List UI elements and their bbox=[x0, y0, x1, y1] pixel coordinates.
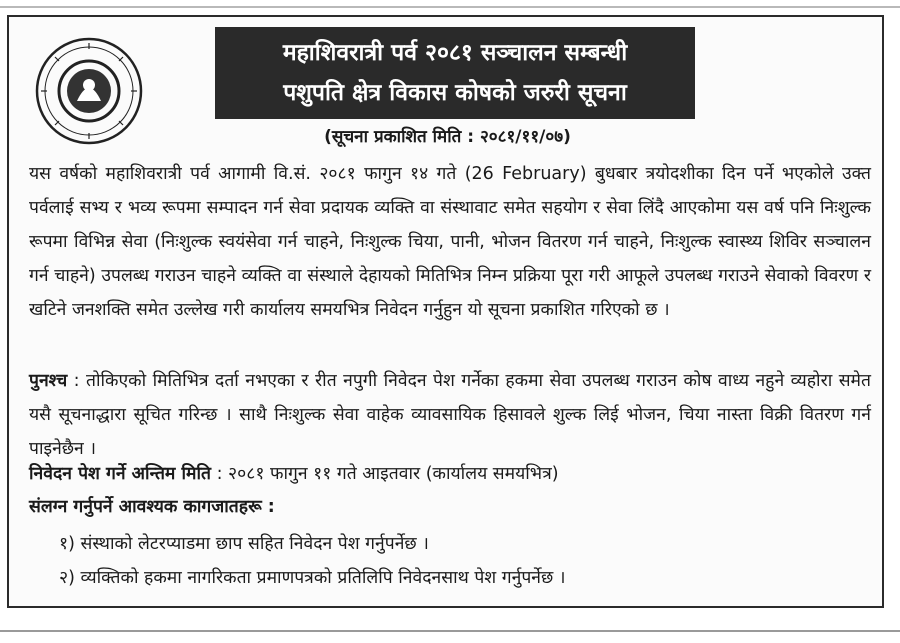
deadline-label: निवेदन पेश गर्ने अन्तिम मिति bbox=[29, 464, 211, 484]
notice-title-line-2: पशुपति क्षेत्र विकास कोषको जरुरी सूचना bbox=[283, 80, 627, 106]
required-documents-list bbox=[59, 527, 565, 595]
top-rule bbox=[0, 6, 900, 8]
required-documents-heading: संलग्न गर्नुपर्ने आवश्यक कागजातहरू : bbox=[29, 497, 275, 517]
list-item: १) संस्थाको लेटरप्याडमा छाप सहित निवेदन पेश गर्नुपर्नेछ । bbox=[59, 534, 429, 554]
postscript-paragraph bbox=[29, 364, 871, 466]
list-item: २) व्यक्तिको हकमा नागरिकता प्रमाणपत्रको प्रतिलिपि निवेदनसाथ पेश गर्नुपर्नेछ । bbox=[59, 568, 566, 588]
notice-box bbox=[7, 15, 884, 608]
deadline-value: : २०८१ फागुन ११ गते आइतवार (कार्यालय समयभित्र) bbox=[211, 464, 559, 484]
main-paragraph: यस वर्षको महाशिवरात्री पर्व आगामी वि.सं. २०८१ फागुन १४ गते (26 February) बुधबार त्रयोदशीका दिन पर्ने भएकोले उक्त पर्वलाई सभ्य र भव्य रूपमा सम्पादन गर्न सेवा प्रदायक व्यक्ति वा संस्थावाट समेत सहयोग र सेवा लिंदै आएकोमा यस वर्ष पनि निःशुल्क रूपमा विभिन्न सेवा (निःशुल्क स्वयंसेवा गर्न चाहने, निःशुल्क चिया, पानी, भोजन वितरण गर्न चाहने, निःशुल्क स्वास्थ्य शिविर सञ्चालन गर्न चाहने) उपलब्ध गराउन चाहने व्यक्ति वा संस्थाले देहायको मितिभित्र निम्न प्रक्रिया पूरा गरी आफूले उपलब्ध गराउने सेवाको विवरण र खटिने जनशक्ति समेत उल्लेख गरी कार्यालय समयभित्र निवेदन गर्नुहुन यो सूचना प्रकाशित गरिएको छ । bbox=[29, 164, 871, 320]
deadline-line bbox=[29, 460, 559, 488]
postscript-label: पुनश्च bbox=[29, 371, 68, 391]
bottom-rule bbox=[0, 630, 900, 632]
notice-title-banner bbox=[215, 27, 695, 119]
publication-date: (सूचना प्रकाशित मिति : २०८१/११/०७) bbox=[324, 127, 571, 147]
postscript-text: : तोकिएको मितिभित्र दर्ता नभएका र रीत नपुगी निवेदन पेश गर्नेका हकमा सेवा उपलब्ध गराउन कोष वाध्य नहुने व्यहोरा समेत यसै सूचनाद्धारा सूचित गरिन्छ । साथै निःशुल्क सेवा वाहेक व्यावसायिक हिसावले शुल्क लिई भोजन, चिया नास्ता विक्री वितरण गर्न पाइनेछैन । bbox=[29, 371, 871, 459]
notice-title-line-1: महाशिवरात्री पर्व २०८१ सञ्चालन सम्बन्धी bbox=[282, 40, 628, 66]
